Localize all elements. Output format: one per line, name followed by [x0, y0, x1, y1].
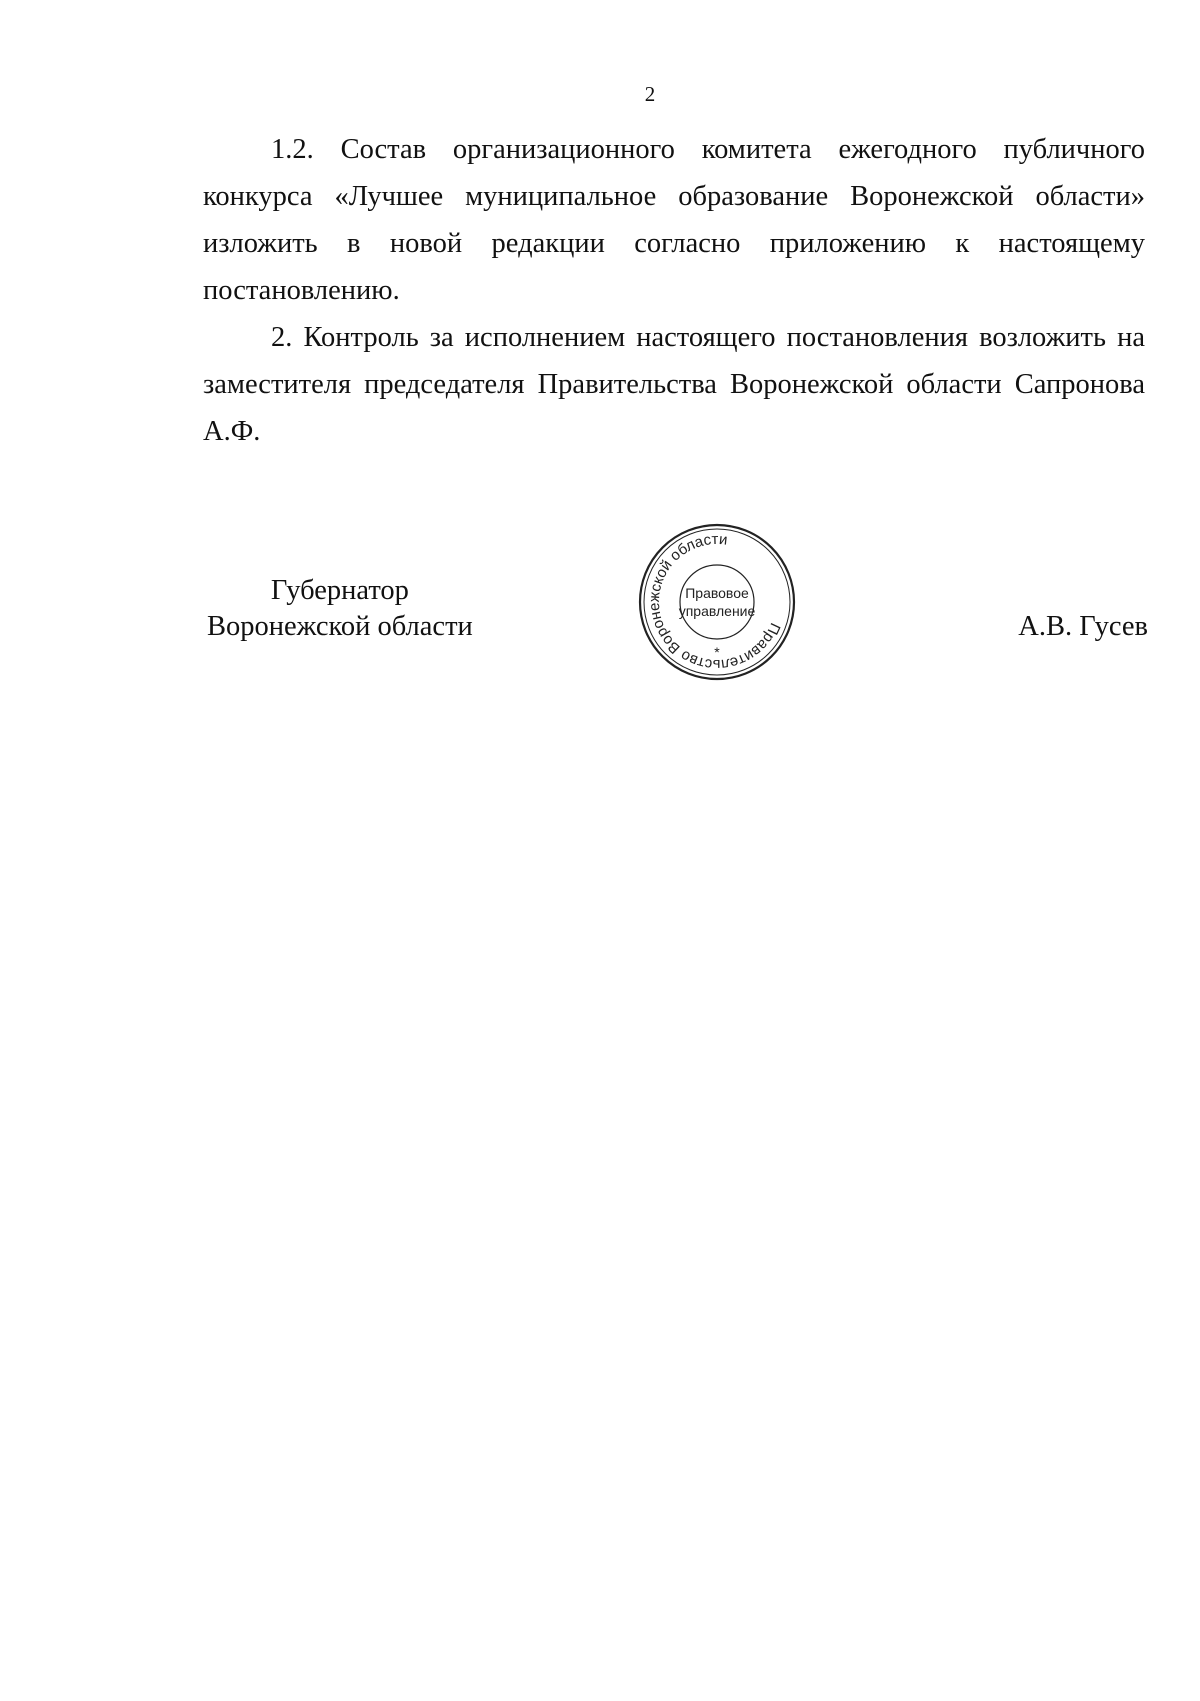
stamp-ring-text: Правительство Воронежской области	[645, 530, 784, 674]
stamp-star: *	[714, 644, 720, 660]
stamp-center-line2: управление	[678, 603, 756, 619]
stamp-center-line1: Правовое	[685, 585, 749, 601]
official-stamp	[637, 522, 797, 682]
page-number: 2	[644, 82, 656, 106]
signatory-name: А.В. Гусев	[1018, 611, 1148, 642]
paragraph-1-2: 1.2. Состав организационного комитета ежегодного публичного конкурса «Лучшее муниципальное образование Воронежской области» изложить в новой редакции согласно приложению к настоящему постановлению.	[203, 134, 1145, 306]
stamp-seal-icon	[637, 522, 797, 682]
document-body	[203, 126, 1145, 455]
signatory-title-line1: Губернатор	[270, 575, 409, 606]
paragraph-2: 2. Контроль за исполнением настоящего постановления возложить на заместителя председателя Правительства Воронежской области Сапронова А.Ф.	[203, 322, 1145, 447]
signatory-title	[207, 573, 473, 645]
signatory-title-line2: Воронежской области	[207, 611, 473, 642]
